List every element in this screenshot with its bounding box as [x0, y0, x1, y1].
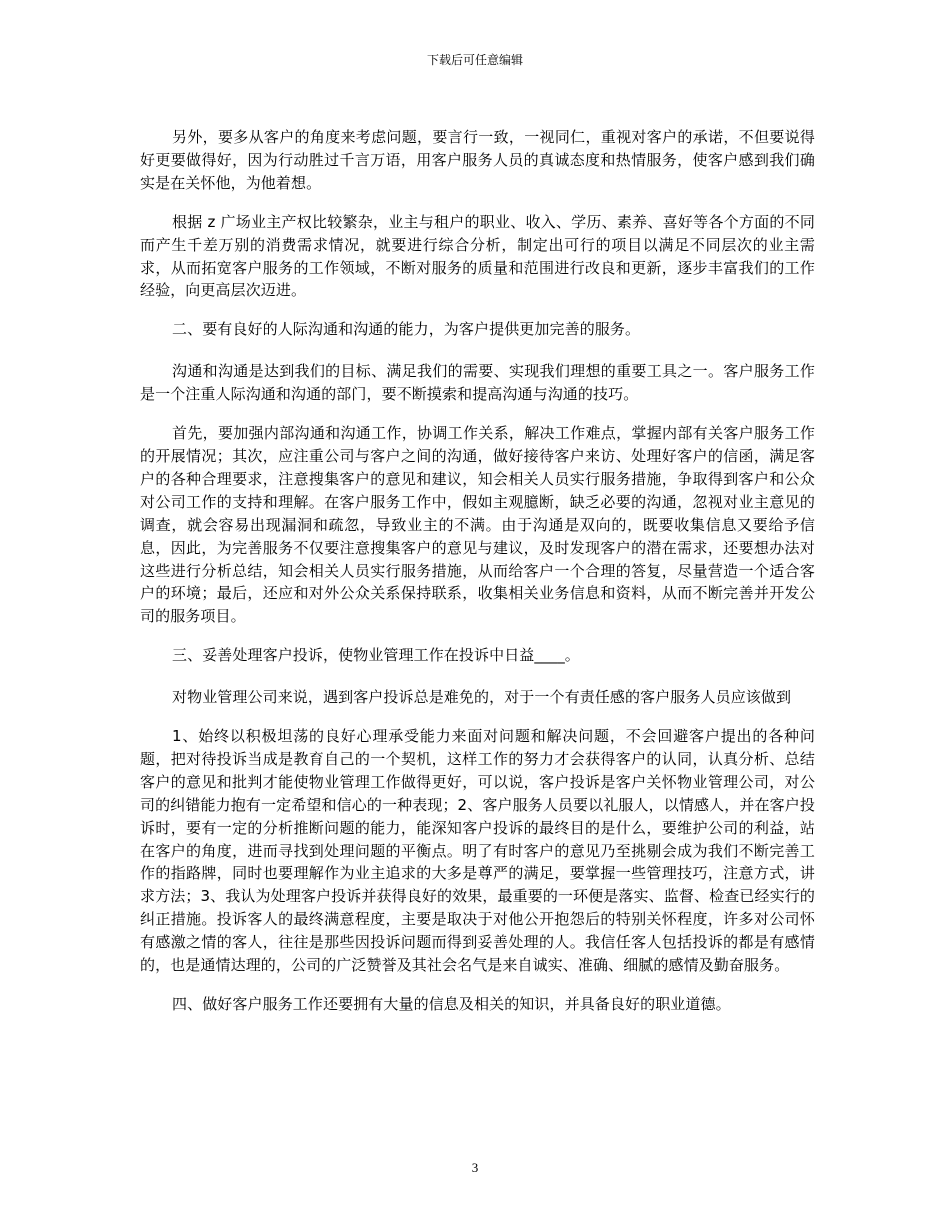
page-header: 下载后可任意编辑	[426, 53, 523, 67]
page-number: 3	[471, 1160, 479, 1175]
section-heading-3: 三、妥善处理客户投诉，使物业管理工作在投诉中日益____。	[172, 646, 580, 665]
document-body	[140, 126, 815, 1035]
paragraph-1: 另外，要多从客户的角度来考虑问题，要言行一致，一视同仁，重视对客户的承诺，不但要说得好更要做得好，因为行动胜过千言万语，用客户服务人员的真诚态度和热情服务，使客户感到我们确实是在关怀他，为他着想。	[140, 128, 815, 192]
paragraph-6: 1、始终以积极坦荡的良好心理承受能力来面对问题和解决问题，不会回避客户提出的各种问题，把对待投诉当成是教育自己的一个契机，这样工作的努力才会获得客户的认同，认真分析、总结客户的意见和批判才能使物业管理工作做得更好，可以说，客户投诉是客户关怀物业管理公司，对公司的纠错能力抱有一定希望和信心的一种表现；2、客户服务人员要以礼服人，以情感人，并在客户投诉时，要有一定的分析推断问题的能力，能深知客户投诉的最终目的是什么，要维护公司的利益，站在客户的角度，进而寻找到处理问题的平衡点。明了有时客户的意见乃至挑剔会成为我们不断完善工作的指路牌，同时也要理解作为业主追求的大多是尊严的满足，要掌握一些管理技巧，注意方式，讲求方法；3、我认为处理客户投诉并获得良好的效果，最重要的一环便是落实、监督、检查已经实行的纠正措施。投诉客人的最终满意程度，主要是取决于对他公开抱怨后的特别关怀程度，许多对公司怀有感激之情的客人，往往是那些因投诉问题而得到妥善处理的人。我信任客人包括投诉的都是有感情的，也是通情达理的，公司的广泛赞誉及其社会名气是来自诚实、准确、细腻的感情及勤奋服务。	[140, 727, 815, 975]
paragraph-5: 对物业管理公司来说，遇到客户投诉总是难免的，对于一个有责任感的客户服务人员应该做到	[172, 688, 792, 707]
section-heading-4: 四、做好客户服务工作还要拥有大量的信息及相关的知识，并具备良好的职业道德。	[172, 995, 731, 1013]
paragraph-4: 首先，要加强内部沟通和沟通工作，协调工作关系，解决工作难点，掌握内部有关客户服务工作的开展情况；其次，应注重公司与客户之间的沟通，做好接待客户来访、处理好客户的信函，满足客户的各种合理要求，注意搜集客户的意见和建议，知会相关人员实行服务措施，争取得到客户和公众对公司工作的支持和理解。在客户服务工作中，假如主观臆断，缺乏必要的沟通，忽视对业主意见的调查，就会容易出现漏洞和疏忽，导致业主的不满。由于沟通是双向的，既要收集信息又要给予信息，因此，为完善服务不仅要注意搜集客户的意见与建议，及时发现客户的潜在需求，还要想办法对这些进行分析总结，知会相关人员实行服务措施，从而给客户一个合理的答复，尽量营造一个适合客户的环境；最后，还应和对外公众关系保持联系，收集相关业务信息和资料，从而不断完善并开发公司的服务项目。	[140, 424, 815, 626]
paragraph-3: 沟通和沟通是达到我们的目标、满足我们的需要、实现我们理想的重要工具之一。客户服务工作是一个注重人际沟通和沟通的部门，要不断摸索和提高沟通与沟通的技巧。	[140, 362, 815, 404]
section-heading-2: 二、要有良好的人际沟通和沟通的能力，为客户提供更加完善的服务。	[172, 320, 641, 339]
paragraph-2: 根据 z 广场业主产权比较繁杂，业主与租户的职业、收入、学历、素养、喜好等各个方面的不同而产生千差万别的消费需求情况，就要进行综合分析，制定出可行的项目以满足不同层次的业主需求，从而拓宽客户服务的工作领域，不断对服务的质量和范围进行改良和更新，逐步丰富我们的工作经验，向更高层次迈进。	[140, 212, 815, 300]
